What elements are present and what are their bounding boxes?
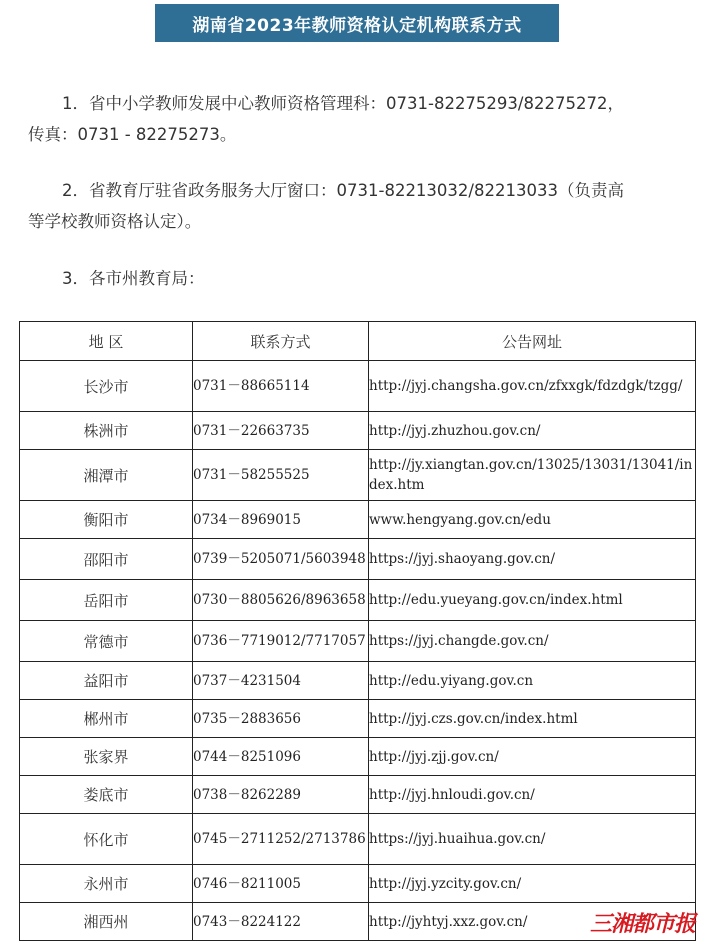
table-row: [20, 662, 696, 700]
url-cell[interactable]: https://jyj.changde.gov.cn/: [369, 621, 696, 662]
header-url: 公告网址: [369, 322, 696, 361]
phone-cell: 0743－8224122: [193, 903, 369, 941]
url-cell[interactable]: http://jyj.changsha.gov.cn/zfxxgk/fdzdgk/tzgg/: [369, 361, 696, 412]
paragraph-2-line-2: 等学校教师资格认定）。: [28, 212, 202, 231]
phone-cell: 0745－2711252/2713786: [193, 814, 369, 865]
table-row: [20, 738, 696, 776]
paragraph-1-line-1: 1．省中小学教师发展中心教师资格管理科：0731-82275293/82275272，: [62, 94, 624, 113]
phone-cell: 0744－8251096: [193, 738, 369, 776]
paragraph-1-line-2: 传真：0731 - 82275273。: [28, 125, 237, 144]
url-cell[interactable]: https://jyj.huaihua.gov.cn/: [369, 814, 696, 865]
table-row: [20, 865, 696, 903]
phone-cell: 0737－4231504: [193, 662, 369, 700]
region-cell: 怀化市: [20, 814, 193, 865]
region-cell: 郴州市: [20, 700, 193, 738]
table-row: [20, 580, 696, 621]
phone-cell: 0746－8211005: [193, 865, 369, 903]
url-cell[interactable]: http://jyj.czs.gov.cn/index.html: [369, 700, 696, 738]
phone-cell: 0735－2883656: [193, 700, 369, 738]
url-cell[interactable]: www.hengyang.gov.cn/edu: [369, 501, 696, 539]
table-row: [20, 700, 696, 738]
url-cell[interactable]: http://edu.yiyang.gov.cn: [369, 662, 696, 700]
url-cell[interactable]: https://jyj.shaoyang.gov.cn/: [369, 539, 696, 580]
url-cell[interactable]: http://jyj.hnloudi.gov.cn/: [369, 776, 696, 814]
region-cell: 湘潭市: [20, 450, 193, 501]
phone-cell: 0731－58255525: [193, 450, 369, 501]
phone-cell: 0738－8262289: [193, 776, 369, 814]
url-cell[interactable]: http://jy.xiangtan.gov.cn/13025/13031/13041/index.htm: [369, 450, 696, 501]
url-cell[interactable]: http://edu.yueyang.gov.cn/index.html: [369, 580, 696, 621]
paragraph-3-line: 3．各市州教育局：: [62, 269, 205, 288]
paragraph-2: [28, 175, 693, 237]
region-cell: 永州市: [20, 865, 193, 903]
phone-cell: 0736－7719012/7717057: [193, 621, 369, 662]
header-contact: 联系方式: [193, 322, 369, 361]
table-row: [20, 450, 696, 501]
region-cell: 常德市: [20, 621, 193, 662]
table-row: [20, 361, 696, 412]
region-cell: 衡阳市: [20, 501, 193, 539]
paragraph-2-line-1: 2．省教育厅驻省政务服务大厅窗口：0731-82213032/82213033（负责高: [62, 181, 624, 200]
url-cell[interactable]: http://jyj.zjj.gov.cn/: [369, 738, 696, 776]
region-cell: 张家界: [20, 738, 193, 776]
phone-cell: 0730－8805626/8963658: [193, 580, 369, 621]
table-row: [20, 412, 696, 450]
region-cell: 株洲市: [20, 412, 193, 450]
table-row: [20, 621, 696, 662]
table-row: [20, 539, 696, 580]
region-cell: 邵阳市: [20, 539, 193, 580]
page-title: 湖南省2023年教师资格认定机构联系方式: [155, 4, 559, 42]
url-cell[interactable]: http://jyj.zhuzhou.gov.cn/: [369, 412, 696, 450]
phone-cell: 0731－88665114: [193, 361, 369, 412]
region-cell: 湘西州: [20, 903, 193, 941]
url-cell[interactable]: http://jyhtyj.xxz.gov.cn/: [369, 903, 696, 941]
region-cell: 岳阳市: [20, 580, 193, 621]
table-row: [20, 501, 696, 539]
newspaper-watermark-logo: 三湘都市报: [590, 912, 696, 937]
region-cell: 娄底市: [20, 776, 193, 814]
header-region: 地 区: [20, 322, 193, 361]
paragraph-1: [28, 88, 693, 150]
region-cell: 益阳市: [20, 662, 193, 700]
phone-cell: 0734－8969015: [193, 501, 369, 539]
paragraph-3: [28, 263, 693, 294]
table-header-row: [20, 322, 696, 361]
url-cell[interactable]: http://jyj.yzcity.gov.cn/: [369, 865, 696, 903]
phone-cell: 0731－22663735: [193, 412, 369, 450]
region-cell: 长沙市: [20, 361, 193, 412]
phone-cell: 0739－5205071/5603948: [193, 539, 369, 580]
table-row: [20, 814, 696, 865]
table-row: [20, 776, 696, 814]
contacts-table: [19, 321, 696, 941]
